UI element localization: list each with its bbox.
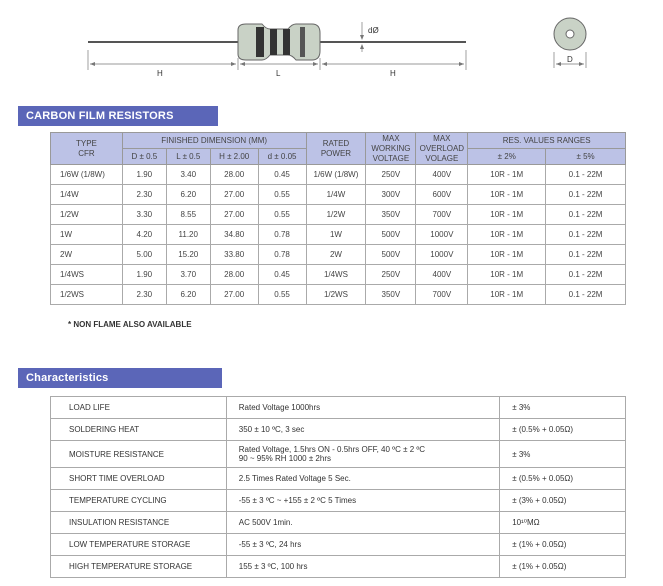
moisture-condition-line2: 90 ~ 95% RH 1000 ± 2hrs <box>238 454 331 463</box>
table-cell: 27.00 <box>210 205 258 225</box>
header-rated-power: RATED POWER <box>306 133 366 165</box>
end-view-lead <box>566 30 574 38</box>
table-cell: 11.20 <box>166 225 210 245</box>
header-max-overload-voltage: MAX OVERLOAD VOLAGE <box>416 133 468 165</box>
table-cell: 0.78 <box>258 225 306 245</box>
table-cell: MOISTURE RESISTANCE <box>51 441 227 468</box>
table-cell: 1/4W <box>51 185 123 205</box>
color-band-1 <box>256 27 264 57</box>
table-cell: 3.70 <box>166 265 210 285</box>
table-cell: 0.55 <box>258 185 306 205</box>
table-row <box>51 225 626 245</box>
table-cell: TEMPERATURE CYCLING <box>51 490 227 512</box>
table-cell: 1.90 <box>122 265 166 285</box>
color-band-4 <box>300 27 305 57</box>
table-cell: 400V <box>416 265 468 285</box>
table-cell: 1/2WS <box>306 285 366 305</box>
table-cell: 1/4WS <box>306 265 366 285</box>
table-cell: 28.00 <box>210 165 258 185</box>
table-cell: 28.00 <box>210 265 258 285</box>
table-cell: 1/6W (1/8W) <box>51 165 123 185</box>
table-cell: 1W <box>306 225 366 245</box>
table-cell: 27.00 <box>210 185 258 205</box>
table-cell: 3.40 <box>166 165 210 185</box>
table-cell: 500V <box>366 245 416 265</box>
table-cell: 6.20 <box>166 285 210 305</box>
resistor-dimension-diagram <box>0 0 663 100</box>
table-cell: 0.55 <box>258 285 306 305</box>
table-cell: 250V <box>366 265 416 285</box>
section-title-characteristics: Characteristics <box>18 368 222 388</box>
color-band-3 <box>283 29 290 55</box>
header-h: H ± 2.00 <box>210 149 258 165</box>
table-cell: 34.80 <box>210 225 258 245</box>
table-cell: AC 500V 1min. <box>226 512 499 534</box>
table-cell: 350 ± 10 ºC, 3 sec <box>226 419 499 441</box>
table-cell: 5.00 <box>122 245 166 265</box>
table-cell: 350V <box>366 205 416 225</box>
table-row <box>51 205 626 225</box>
label-d: dØ <box>368 26 379 35</box>
table-cell: ± 3% <box>500 441 626 468</box>
table-cell: 4.20 <box>122 225 166 245</box>
table-row <box>51 165 626 185</box>
table-cell: 10¹⁰MΩ <box>500 512 626 534</box>
table-cell: -55 ± 3 ºC ~ +155 ± 2 ºC 5 Times <box>226 490 499 512</box>
table-cell: 10R - 1M <box>468 165 546 185</box>
table-row <box>51 512 626 534</box>
table-row <box>51 468 626 490</box>
table-cell: ± (3% + 0.05Ω) <box>500 490 626 512</box>
table-cell: 0.1 - 22M <box>546 265 626 285</box>
table-row <box>51 245 626 265</box>
table-cell: LOW TEMPERATURE STORAGE <box>51 534 227 556</box>
table-cell: 1/2WS <box>51 285 123 305</box>
table-cell: ± (0.5% + 0.05Ω) <box>500 419 626 441</box>
table-cell: INSULATION RESISTANCE <box>51 512 227 534</box>
table-cell: 1/6W (1/8W) <box>306 165 366 185</box>
table-row <box>51 490 626 512</box>
table-cell: -55 ± 3 ºC, 24 hrs <box>226 534 499 556</box>
table-cell: 0.78 <box>258 245 306 265</box>
header-res-5pct: ± 5% <box>546 149 626 165</box>
table-row <box>51 285 626 305</box>
table-cell: ± (1% + 0.05Ω) <box>500 556 626 578</box>
table-cell: 1/2W <box>51 205 123 225</box>
table-cell: 700V <box>416 205 468 225</box>
table-row <box>51 441 626 468</box>
table-cell: 1W <box>51 225 123 245</box>
table-row <box>51 265 626 285</box>
table-row <box>51 556 626 578</box>
table-cell: SHORT TIME OVERLOAD <box>51 468 227 490</box>
table-cell: 1/4W <box>306 185 366 205</box>
table-cell: 6.20 <box>166 185 210 205</box>
resistor-body <box>238 24 320 60</box>
carbon-film-spec-table <box>50 132 626 305</box>
table-cell: 0.1 - 22M <box>546 185 626 205</box>
table-cell: 250V <box>366 165 416 185</box>
color-band-2 <box>270 29 277 55</box>
table-cell: 10R - 1M <box>468 185 546 205</box>
header-res-2pct: ± 2% <box>468 149 546 165</box>
table-cell: 1000V <box>416 245 468 265</box>
characteristics-table <box>50 396 626 578</box>
header-finished-dimension: FINISHED DIMENSION (MM) <box>122 133 306 149</box>
header-lead-d: d ± 0.05 <box>258 149 306 165</box>
table-cell: 10R - 1M <box>468 285 546 305</box>
table-cell: 0.1 - 22M <box>546 205 626 225</box>
table-cell: 700V <box>416 285 468 305</box>
table-cell: 8.55 <box>166 205 210 225</box>
table-cell: 600V <box>416 185 468 205</box>
table-cell: 2W <box>306 245 366 265</box>
label-D: D <box>567 55 573 64</box>
table-cell: 1000V <box>416 225 468 245</box>
table-cell: 15.20 <box>166 245 210 265</box>
table-cell: 0.1 - 22M <box>546 165 626 185</box>
table-cell: 2.30 <box>122 185 166 205</box>
table-cell: 1.90 <box>122 165 166 185</box>
table-row <box>51 397 626 419</box>
table-cell: 1/2W <box>306 205 366 225</box>
table-cell: 0.1 - 22M <box>546 225 626 245</box>
table-cell <box>226 441 499 468</box>
table-cell: Rated Voltage 1000hrs <box>226 397 499 419</box>
table-cell: 0.55 <box>258 205 306 225</box>
table-cell: SOLDERING HEAT <box>51 419 227 441</box>
table-cell: 350V <box>366 285 416 305</box>
label-H-right: H <box>390 69 396 78</box>
header-res-values: RES. VALUES RANGES <box>468 133 626 149</box>
table-cell: HIGH TEMPERATURE STORAGE <box>51 556 227 578</box>
header-max-working-voltage: MAX WORKING VOLTAGE <box>366 133 416 165</box>
label-L: L <box>276 69 281 78</box>
header-l: L ± 0.5 <box>166 149 210 165</box>
table-cell: 2.30 <box>122 285 166 305</box>
table-cell: 33.80 <box>210 245 258 265</box>
table-cell: 10R - 1M <box>468 205 546 225</box>
table-cell: 0.1 - 22M <box>546 285 626 305</box>
header-d: D ± 0.5 <box>122 149 166 165</box>
table-cell: 1/4WS <box>51 265 123 285</box>
table-cell: 2W <box>51 245 123 265</box>
table-cell: 10R - 1M <box>468 225 546 245</box>
label-H-left: H <box>157 69 163 78</box>
table-cell: 0.45 <box>258 165 306 185</box>
table-cell: 155 ± 3 ºC, 100 hrs <box>226 556 499 578</box>
table-cell: 0.45 <box>258 265 306 285</box>
table-row <box>51 534 626 556</box>
non-flame-note: * NON FLAME ALSO AVAILABLE <box>68 320 192 329</box>
table-cell: 300V <box>366 185 416 205</box>
table-cell: ± (1% + 0.05Ω) <box>500 534 626 556</box>
table-cell: 3.30 <box>122 205 166 225</box>
table-row <box>51 419 626 441</box>
section-title-carbon-film: CARBON FILM RESISTORS <box>18 106 218 126</box>
table-cell: 2.5 Times Rated Voltage 5 Sec. <box>226 468 499 490</box>
header-type: TYPE CFR <box>51 133 123 165</box>
moisture-condition-line1: Rated Voltage, 1.5hrs ON - 0.5hrs OFF, 40 ºC ± 2 ºC <box>238 445 426 454</box>
table-cell: 500V <box>366 225 416 245</box>
table-cell: 0.1 - 22M <box>546 245 626 265</box>
table-row <box>51 185 626 205</box>
table-cell: 27.00 <box>210 285 258 305</box>
table-cell: 10R - 1M <box>468 245 546 265</box>
table-cell: 10R - 1M <box>468 265 546 285</box>
table-cell: ± 3% <box>500 397 626 419</box>
table-cell: 400V <box>416 165 468 185</box>
table-cell: LOAD LIFE <box>51 397 227 419</box>
table-cell: ± (0.5% + 0.05Ω) <box>500 468 626 490</box>
